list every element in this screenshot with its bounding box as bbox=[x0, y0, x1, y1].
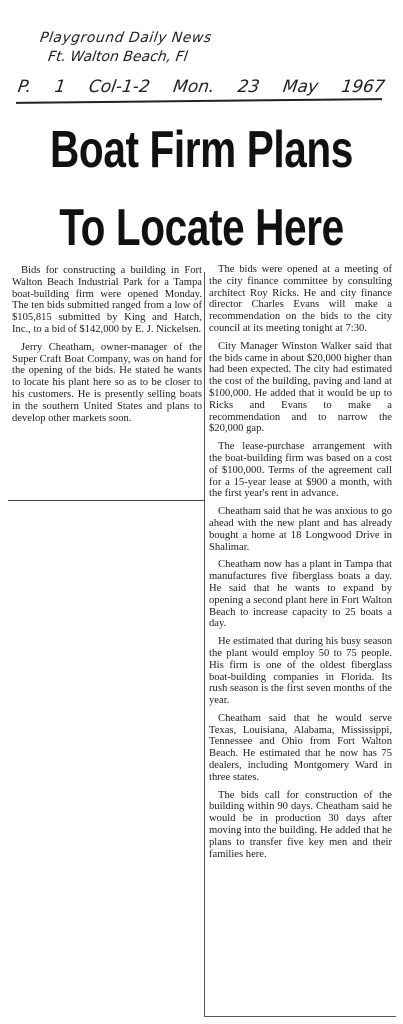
article-paragraph: Bids for constructing a building in Fort Walton Beach Industrial Park for a Tampa boat-building firm were opened Monday. The ten bids submitted ranged from a low of $105,815 submitted by King and Hatch, Inc., to a bid of $142,000 by E. J. Nickelsen. bbox=[12, 265, 202, 335]
column-bottom-rule bbox=[204, 1016, 396, 1017]
article-paragraph: The bids were opened at a meeting of the city finance committee by consulting architect Roy Ricks. He and city finance director Charles Evans will make a recommendation on the bids to the city council at its meeting tonight at 7:30. bbox=[209, 264, 392, 334]
handwritten-date-line: P. 1 Col-1-2 Mon. 23 May 1967 bbox=[16, 77, 387, 97]
article-paragraph: City Manager Winston Walker said that the bids came in about $20,000 higher than had been expected. The city had estimated the cost of the building, paving and land at $100,000. He added that it would be up to Ricks and Evans to make a recommendation and to narrow the $20,000 gap. bbox=[209, 340, 392, 435]
handwritten-underline bbox=[16, 98, 382, 104]
article-right-column bbox=[209, 264, 392, 866]
article-left-column bbox=[12, 265, 202, 430]
column-bottom-rule bbox=[8, 500, 205, 501]
headline-line-1: Boat Firm Plans bbox=[50, 121, 353, 179]
article-paragraph: He estimated that during his busy season the plant would employ 50 to 75 people. His firm is one of the oldest fiberglass boat-building companies in Florida. Its rush season is the first seven months of the year. bbox=[209, 636, 392, 707]
handwritten-source-line: Playground Daily News bbox=[38, 30, 213, 46]
article-paragraph: Cheatham said that he was anxious to go ahead with the new plant and has already bought a home at 18 Longwood Drive in Shalimar. bbox=[209, 506, 392, 553]
headline-line-2: To Locate Here bbox=[59, 199, 344, 257]
article-paragraph: Jerry Cheatham, owner-manager of the Super Craft Boat Company, was on hand for the opening of the bids. He stated he wants to locate his plant here so as to be closer to his customers. He is presently selling boats in the southern United States and plans to develop other markets soon. bbox=[12, 341, 202, 424]
column-divider-rule bbox=[204, 272, 205, 1017]
article-paragraph: The bids call for construction of the building within 90 days. Cheatham said he would be in production 30 days after moving into the building. He added that he plans to transfer five key men and their families here. bbox=[209, 789, 392, 860]
article-paragraph: Cheatham now has a plant in Tampa that manufactures five fiberglass boats a day. He said that he wants to expand by opening a second plant here in Fort Walton Beach to increase capacity to 25 boats a day. bbox=[209, 559, 392, 630]
article-paragraph: Cheatham said that he would serve Texas, Louisiana, Alabama, Mississippi, Tennessee and Ohio from Fort Walton Beach. He estimated that he now has 75 dealers, including Montgomery Ward in three states. bbox=[209, 712, 392, 783]
article-paragraph: The lease-purchase arrangement with the boat-building firm was based on a cost of $100,000. Terms of the agreement call for a 15-year lease at $900 a month, with the first year's rent in advance. bbox=[209, 441, 392, 500]
handwritten-location-line: Ft. Walton Beach, Fl bbox=[46, 49, 189, 65]
